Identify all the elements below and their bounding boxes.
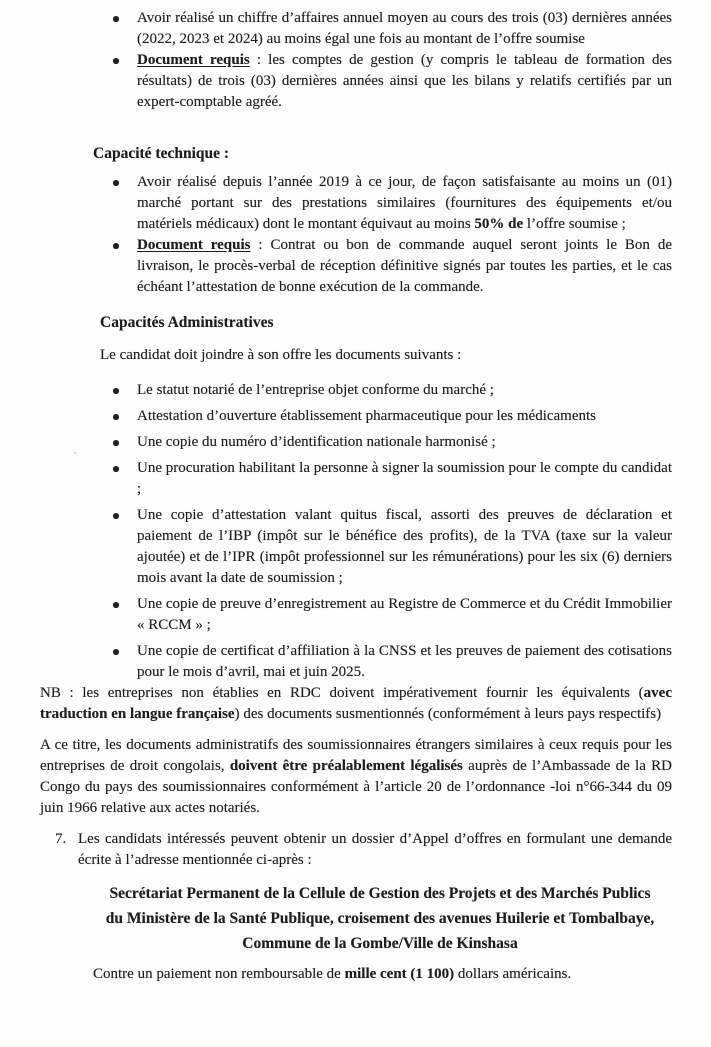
list-item <box>137 432 672 453</box>
text-segment: Avoir réalisé un chiffre d’affaires annuel moyen au cours des trois (03) dernières années (2022, 2023 et 2024) au moins égal une fois au montant de l’offre soumise <box>137 10 672 47</box>
text-segment: Une copie du numéro d’identification nationale harmonisé ; <box>137 434 496 450</box>
text-segment: : Contrat ou bon de commande auquel seront joints le Bon de livraison, le procès-verbal de réception définitive signés par toutes les parties, et le cas échéant l’attestation de bonne exécution de la commande. <box>137 237 672 295</box>
payment-line <box>93 964 672 985</box>
text-segment: A ce titre, les documents administratifs des soumissionnaires étrangers similaires à ceux requis pour les entreprises de droit congolais, <box>40 737 672 774</box>
list-item <box>137 50 672 113</box>
administrative-capacities-heading: Capacités Administratives <box>100 314 274 331</box>
text-segment: avec traduction en langue française <box>40 685 672 722</box>
list-item <box>137 458 672 500</box>
nb-note-paragraph <box>40 683 672 725</box>
financial-capacity-list <box>40 8 672 113</box>
text-segment: Contre un paiement non remboursable de <box>93 966 345 982</box>
list-item <box>137 8 672 50</box>
text-segment: ) des documents susmentionnés (conformément à leurs pays respectifs) <box>234 706 662 722</box>
list-item <box>137 505 672 589</box>
text-segment: dollars américains. <box>454 966 572 982</box>
text-segment: : les comptes de gestion (y compris le tableau de formation des résultats) de trois (03) dernières années ainsi que les bilans y relatifs certifiés par un expert-comptable agréé. <box>137 52 672 110</box>
list-item <box>137 641 672 683</box>
text-segment: Document requis <box>137 237 251 253</box>
text-segment: Document requis <box>137 52 250 68</box>
text-segment: auprès de l’Ambassade de la RD Congo du pays des soumissionnaires conformément à l’article 20 de l’ordonnance -loi n°66-344 du 09 juin 1966 relative aux actes notariés. <box>40 758 673 816</box>
text-segment: Avoir réalisé depuis l’année 2019 à ce jour, de façon satisfaisante au moins un (01) marché portant sur des prestations similaires (fournitures des équipements et/ou matériels médicaux) dont le montant équivaut au moins <box>137 174 672 232</box>
list-item <box>137 172 672 235</box>
administrative-intro-text: Le candidat doit joindre à son offre les documents suivants : <box>100 347 462 363</box>
numbered-item-7 <box>40 829 672 871</box>
text-segment: Les candidats intéressés peuvent obtenir un dossier d’Appel d’offres en formulant une demande écrite à l’adresse mentionnée ci-après : <box>78 831 672 868</box>
text-segment: Une copie de certificat d’affiliation à la CNSS et les preuves de paiement des cotisations pour le mois d’avril, mai et juin 2025. <box>137 643 672 680</box>
list-item <box>137 380 672 401</box>
technical-capacity-heading: Capacité technique : <box>93 145 230 162</box>
list-item <box>137 594 672 636</box>
secretariat-address-block: Secrétariat Permanent de la Cellule de Gestion des Projets et des Marchés Publics du Ministère de la Santé Publique, croisement des avenues Huilerie et Tombalbaye, Commune de la Gombe/Ville de Kinshasa <box>105 885 655 952</box>
text-segment: Une copie d’attestation valant quitus fiscal, assorti des preuves de déclaration et paiement de l’IBP (impôt sur le bénéfice des profits), de la TVA (taxe sur la valeur ajoutée) et de l’IPR (impôt professionnel sur les rémunérations) pour les six (6) derniers mois avant la date de soumission ; <box>137 507 672 586</box>
text-segment: NB : les entreprises non établies en RDC doivent impérativement fournir les équivalents ( <box>40 685 644 701</box>
text-segment: doivent être préalablement légalisés <box>229 758 463 774</box>
item-7-text <box>78 829 672 871</box>
list-item <box>137 406 672 427</box>
text-segment: Une procuration habilitant la personne à signer la soumission pour le compte du candidat ; <box>137 460 672 497</box>
list-item <box>137 235 672 298</box>
text-segment: 50% de <box>474 216 524 232</box>
text-segment: mille cent (1 100) <box>344 966 455 982</box>
text-segment: Le statut notarié de l’entreprise objet conforme du marché ; <box>137 382 494 398</box>
legalization-paragraph <box>40 735 672 819</box>
administrative-documents-list <box>40 380 672 683</box>
text-segment: Une copie de preuve d’enregistrement au Registre de Commerce et du Crédit Immobilier « RCCM » ; <box>137 596 672 633</box>
text-segment: Attestation d’ouverture établissement pharmaceutique pour les médicaments <box>137 408 597 424</box>
item-number: 7. <box>55 831 67 847</box>
text-segment: l’offre soumise ; <box>523 216 626 232</box>
technical-capacity-list <box>40 172 672 298</box>
